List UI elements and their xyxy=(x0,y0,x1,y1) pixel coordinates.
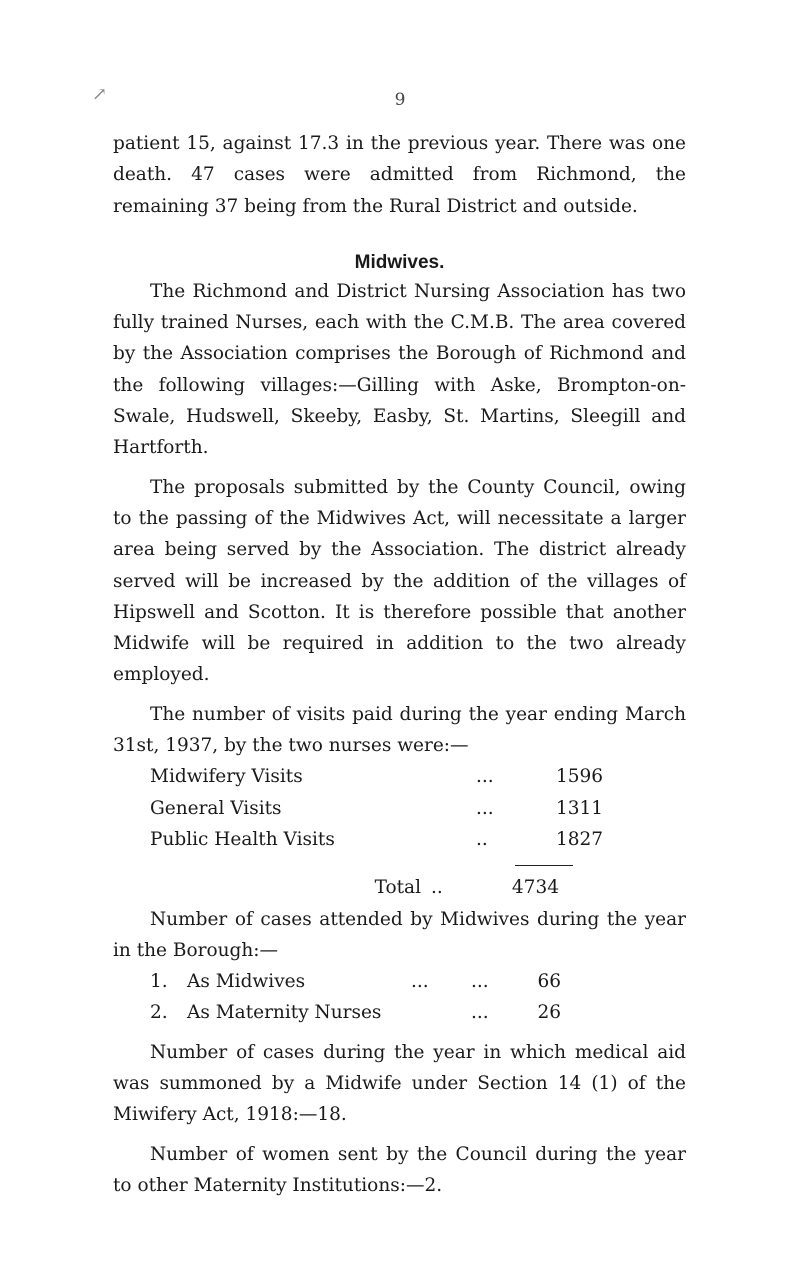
proposals-paragraph: The proposals submitted by the County Council, owing to the passing of the Midwives Act, will necessitate a larger area being served by the Association. The district already served will be increased by the addition of the villages of Hipswell and Scotton. It is therefore possible that another Midwife will be required in addition to the two already employed. xyxy=(113,476,686,686)
visit-label: Midwifery Visits xyxy=(150,766,303,788)
section-heading-midwives: Midwives. xyxy=(354,251,445,273)
leader-dots: ... xyxy=(476,766,494,788)
leader-dots: ... xyxy=(411,971,429,993)
table-row xyxy=(150,761,686,792)
total-label: Total xyxy=(374,877,421,899)
medical-aid-paragraph: Number of cases during the year in which medical aid was summoned by a Midwife under Section 14 (1) of the Miwifery Act, 1918:—18. xyxy=(113,1041,686,1126)
total-value: 4734 xyxy=(511,877,559,899)
item-value: 26 xyxy=(537,1002,561,1024)
item-index: 1. xyxy=(150,971,168,993)
table-row xyxy=(150,824,686,855)
visits-intro: The number of visits paid during the year ending March 31st, 1937, by the two nurses were:— xyxy=(113,703,686,757)
item-label: As Maternity Nurses xyxy=(187,1002,382,1024)
page-content xyxy=(113,128,686,1201)
item-index: 2. xyxy=(150,1002,168,1024)
visits-table xyxy=(113,761,686,903)
list-item xyxy=(150,966,686,997)
corner-mark: ↗ xyxy=(92,84,108,105)
cases-intro: Number of cases attended by Midwives during the year in the Borough:— xyxy=(113,908,686,961)
total-row xyxy=(113,872,686,903)
leader-dots: ... xyxy=(471,971,489,993)
visit-value: 1596 xyxy=(556,766,604,788)
leader-dots: .. xyxy=(476,828,488,850)
leader-dots: ... xyxy=(476,797,494,819)
item-value: 66 xyxy=(537,971,561,993)
table-row xyxy=(150,793,686,824)
intro-paragraph: patient 15, against 17.3 in the previous year. There was one death. 47 cases were admitted from Richmond, the remaining 37 being from the Rural District and outside. xyxy=(113,133,686,217)
association-paragraph: The Richmond and District Nursing Association has two fully trained Nurses, each with the C.M.B. The area covered by the Association comprises the Borough of Richmond and the following villages:—Gilling with Aske, Brompton-on-Swale, Hudswell, Skeeby, Easby, St. Martins, Sleegill and Hartforth. xyxy=(113,280,686,459)
visit-value: 1827 xyxy=(556,828,604,850)
leader-dots: .. xyxy=(431,877,443,899)
visit-value: 1311 xyxy=(556,797,604,819)
page-number: 9 xyxy=(394,90,406,110)
item-label: As Midwives xyxy=(187,971,306,993)
list-item xyxy=(150,997,686,1028)
visit-label: Public Health Visits xyxy=(150,828,335,850)
visit-label: General Visits xyxy=(150,797,282,819)
total-divider xyxy=(515,865,573,866)
cases-list xyxy=(113,966,686,1029)
women-sent-paragraph: Number of women sent by the Council during the year to other Maternity Institutions:—2. xyxy=(113,1143,686,1196)
leader-dots: ... xyxy=(471,1002,489,1024)
